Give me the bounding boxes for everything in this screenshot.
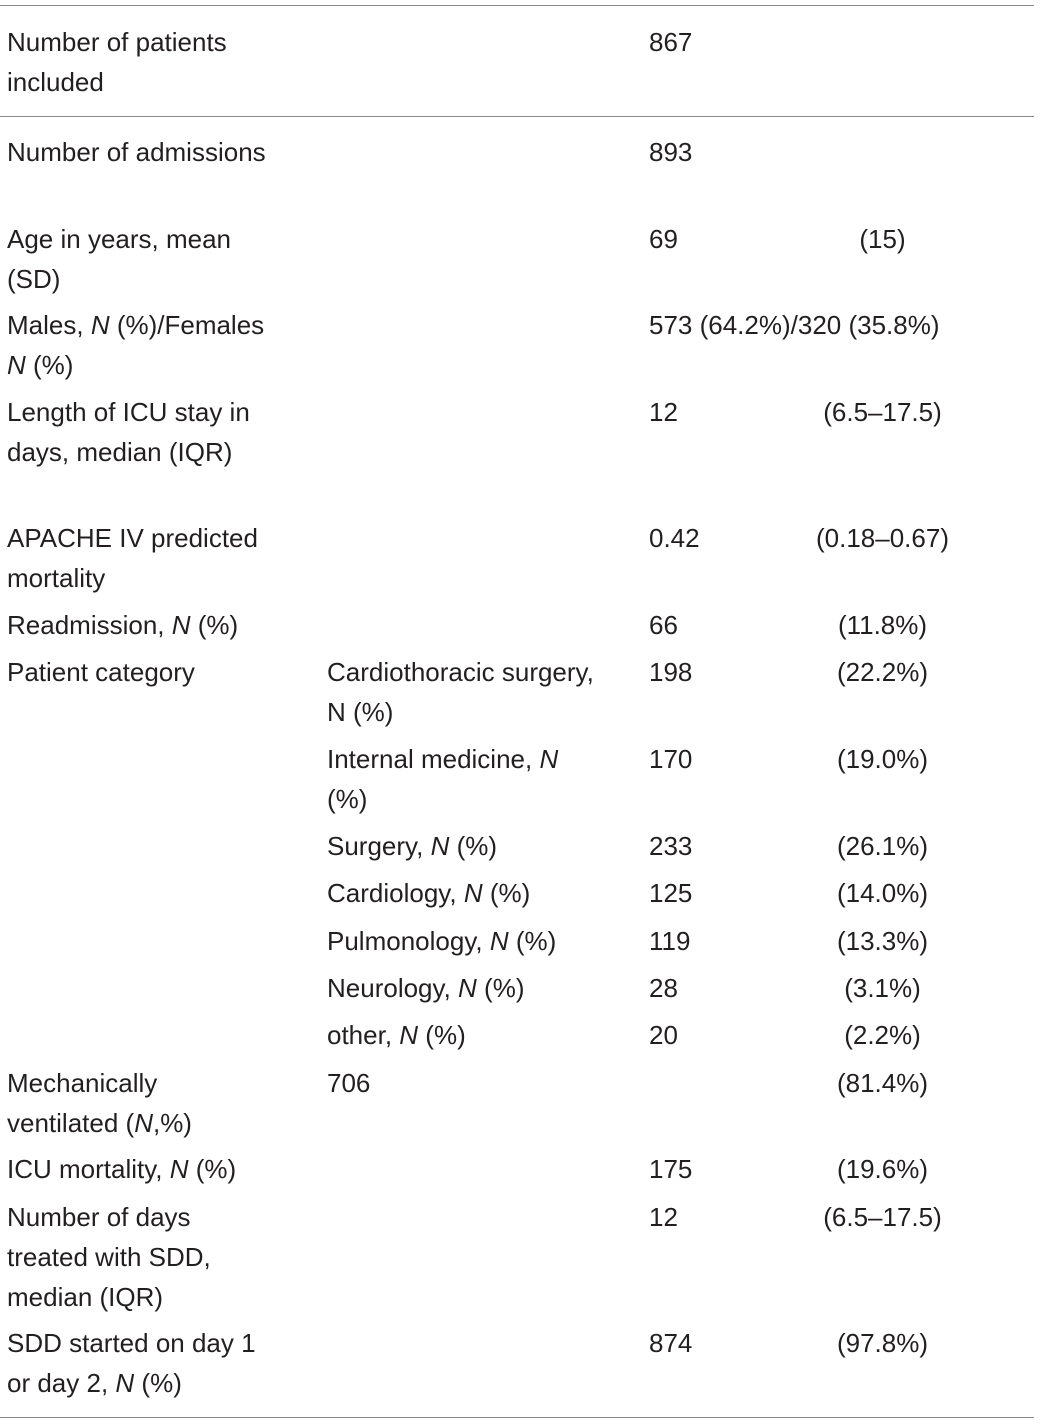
value-los: 12 — [649, 397, 678, 427]
bottom-rule — [0, 1417, 1034, 1418]
category-extra: (14.0%) — [836, 878, 929, 908]
value-mortality: 175 — [649, 1154, 693, 1184]
label-patient-category: Patient category — [7, 657, 195, 687]
category-value: 198 — [649, 657, 693, 687]
category-name: Cardiology, N (%) — [327, 878, 531, 908]
value-apache: 0.42 — [649, 523, 700, 553]
label-los: Length of ICU stay in days, median (IQR) — [7, 397, 250, 467]
label-sdd-days: Number of days treated with SDD, median (IQR) — [7, 1202, 211, 1312]
label-readmission: Readmission, N (%) — [7, 610, 239, 640]
label-age: Age in years, mean (SD) — [7, 224, 232, 294]
label-sdd-start: SDD started on day 1 or day 2, N (%) — [7, 1328, 256, 1398]
extra-sdd-days: (6.5–17.5) — [823, 1202, 942, 1232]
category-name: Neurology, N (%) — [327, 973, 525, 1003]
category-name: Pulmonology, N (%) — [327, 926, 557, 956]
category-name: other, N (%) — [327, 1020, 466, 1050]
category-extra: (2.2%) — [844, 1020, 921, 1050]
extra-los: (6.5–17.5) — [823, 397, 942, 427]
label-patients: Number of patients included — [7, 27, 227, 97]
value-patients: 867 — [649, 27, 693, 57]
value-sex: 573 (64.2%)/320 (35.8%) — [649, 310, 940, 340]
extra-readmission: (11.8%) — [837, 610, 928, 640]
category-name: Surgery, N (%) — [327, 831, 498, 861]
category-extra: (19.0%) — [836, 744, 929, 774]
value-admissions: 893 — [649, 137, 693, 167]
extra-ventilated: (81.4%) — [836, 1068, 929, 1098]
category-extra: (13.3%) — [836, 926, 929, 956]
label-sex: Males, N (%)/Females N (%) — [7, 310, 265, 380]
extra-sdd-start: (97.8%) — [836, 1328, 929, 1358]
label-apache: APACHE IV predicted mortality — [7, 523, 258, 593]
category-name: Internal medicine, N (%) — [327, 744, 559, 814]
category-extra: (26.1%) — [836, 831, 929, 861]
category-value: 28 — [649, 973, 678, 1003]
category-value: 20 — [649, 1020, 678, 1050]
value-sdd-start: 874 — [649, 1328, 693, 1358]
label-ventilated: Mechanically ventilated (N,%) — [7, 1068, 192, 1138]
category-extra: (3.1%) — [844, 973, 921, 1003]
header-rule — [0, 116, 1034, 117]
top-rule — [0, 5, 1034, 6]
category-value: 170 — [649, 744, 693, 774]
value-ventilated: 706 — [327, 1068, 371, 1098]
value-readmission: 66 — [649, 610, 678, 640]
value-age: 69 — [649, 224, 678, 254]
extra-age: (15) — [859, 224, 906, 254]
category-extra: (22.2%) — [836, 657, 929, 687]
category-name: Cardiothoracic surgery, N (%) — [327, 657, 594, 727]
extra-apache: (0.18–0.67) — [816, 523, 949, 553]
category-value: 119 — [649, 926, 691, 956]
category-value: 125 — [649, 878, 693, 908]
label-mortality: ICU mortality, N (%) — [7, 1154, 237, 1184]
value-sdd-days: 12 — [649, 1202, 678, 1232]
extra-mortality: (19.6%) — [836, 1154, 929, 1184]
label-admissions: Number of admissions — [7, 137, 266, 167]
category-value: 233 — [649, 831, 693, 861]
